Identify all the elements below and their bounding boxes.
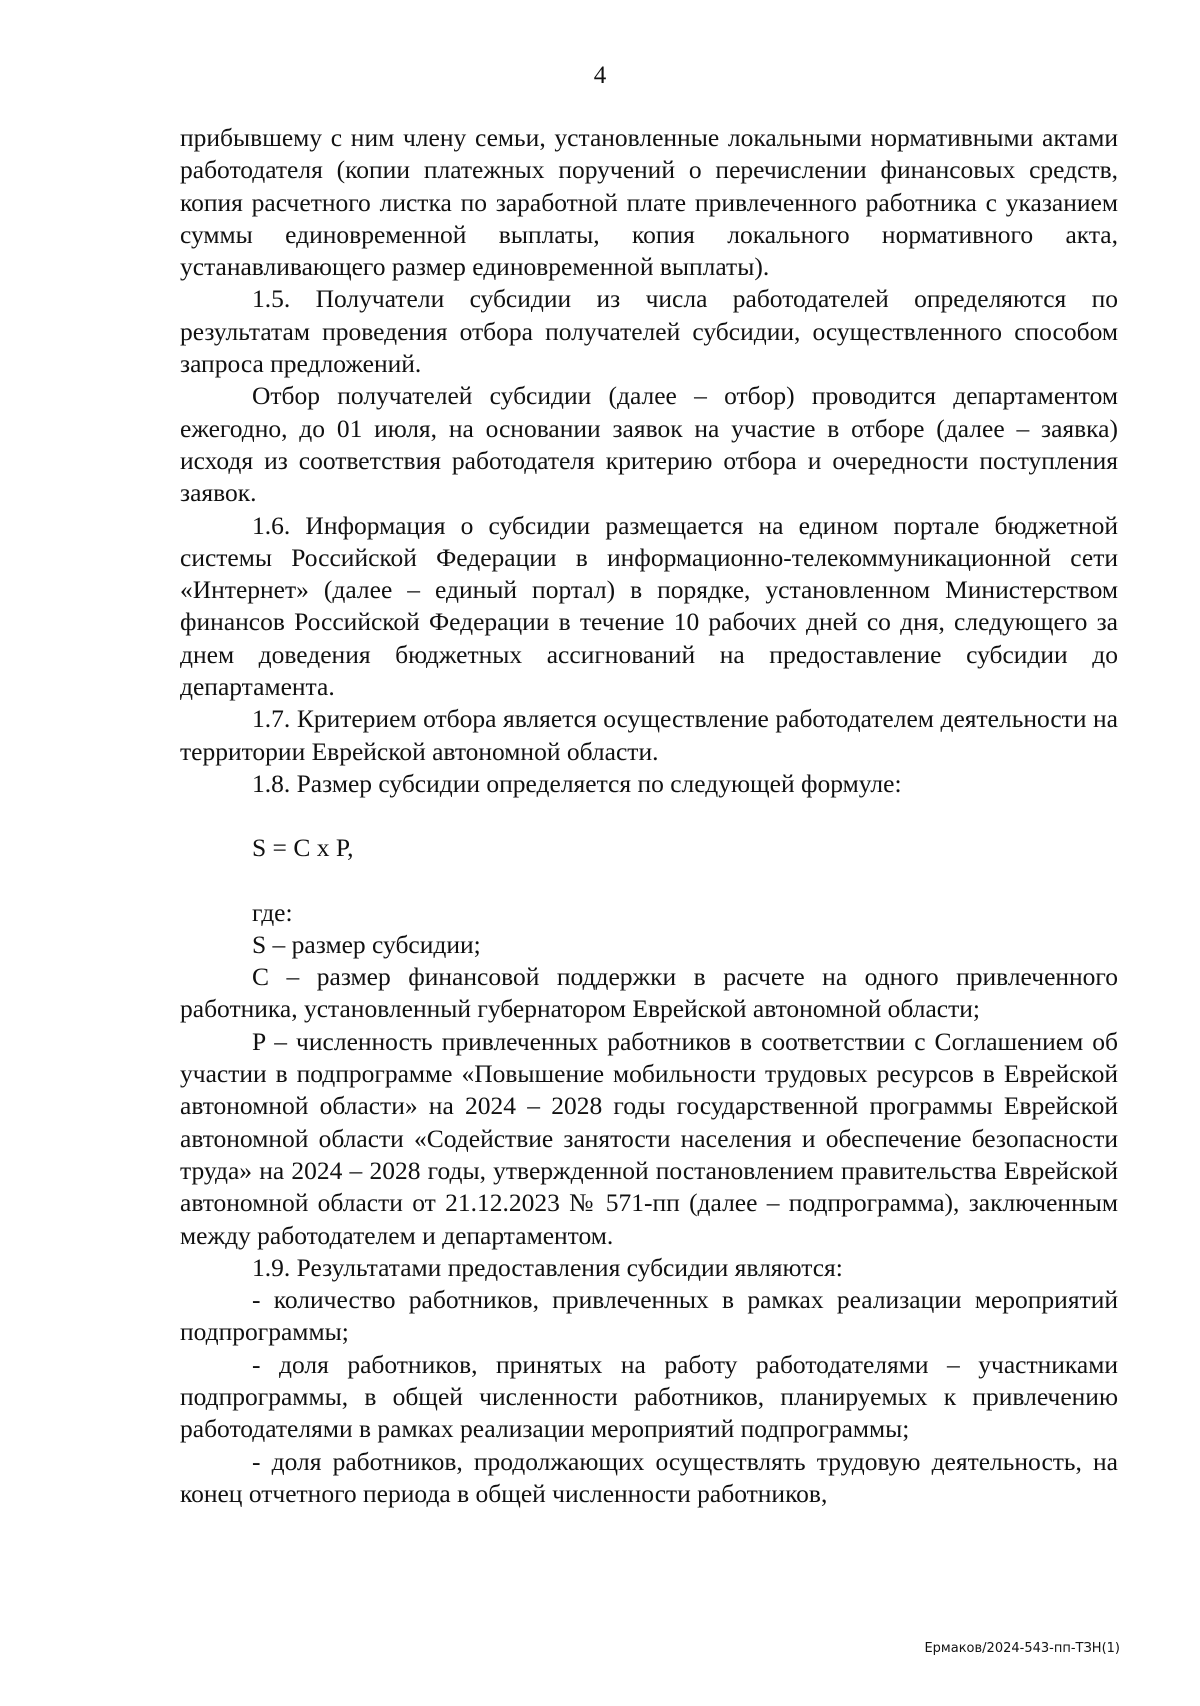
footer-document-code: Ермаков/2024-543-пп-ТЗН(1) bbox=[924, 1641, 1120, 1656]
paragraph-1-8: 1.8. Размер субсидии определяется по следующей формуле: bbox=[252, 768, 902, 798]
list-item-workers-count: - количество работников, привлеченных в рамках реализации мероприятий подпрограммы; bbox=[180, 1285, 1118, 1347]
list-item-continuing-share: - доля работников, продолжающих осуществлять трудовую деятельность, на конец отчетного периода в общей численности работников, bbox=[180, 1446, 1118, 1508]
list-item-hired-share: - доля работников, принятых на работу работодателями – участниками подпрограммы, в общей численности работников, планируемых к привлечению работодателями в рамках реализации мероприятий подпрограммы; bbox=[180, 1349, 1118, 1444]
paragraph-1-6: 1.6. Информация о субсидии размещается на едином портале бюджетной системы Российской Федерации в информационно-телекоммуникационной сети «Интернет» (далее – единый портал) в порядке, установленном Министерством финансов Российской Федерации в течение 10 рабочих дней со дня, следующего за днем доведения бюджетных ассигнований на предоставление субсидии до департамента. bbox=[180, 510, 1118, 702]
page-number: 4 bbox=[593, 62, 607, 89]
document-body bbox=[180, 122, 1118, 1510]
paragraph-selection: Отбор получателей субсидии (далее – отбор) проводится департаментом ежегодно, до 01 июля, на основании заявок на участие в отборе (далее – заявка) исходя из соответствия работодателя критерию отбора и очередности поступления заявок. bbox=[180, 381, 1118, 508]
paragraph-1-7: 1.7. Критерием отбора является осуществление работодателем деятельности на территории Еврейской автономной области. bbox=[180, 704, 1118, 766]
paragraph-p-definition: P – численность привлеченных работников в соответствии с Соглашением об участии в подпрограмме «Повышение мобильности трудовых ресурсов в Еврейской автономной области» на 2024 – 2028 годы государственной программы Еврейской автономной области «Содействие занятости населения и обеспечение безопасности труда» на 2024 – 2028 годы, утвержденной постановлением правительства Еврейской автономной области от 21.12.2023 № 571-пп (далее – подпрограмма), заключенным между работодателем и департаментом. bbox=[180, 1026, 1118, 1250]
paragraph-c-definition: C – размер финансовой поддержки в расчете на одного привлеченного работника, установленный губернатором Еврейской автономной области; bbox=[180, 962, 1118, 1024]
paragraph-s-definition: S – размер субсидии; bbox=[252, 929, 481, 959]
formula: S = C x P, bbox=[252, 833, 354, 863]
paragraph-continuation: прибывшему с ним члену семьи, установленные локальными нормативными актами работодателя (копии платежных поручений о перечислении финансовых средств, копия расчетного листка по заработной плате привлеченного работника с указанием суммы единовременной выплаты, копия локального нормативного акта, устанавливающего размер единовременной выплаты). bbox=[180, 123, 1118, 282]
paragraph-1-9: 1.9. Результатами предоставления субсидии являются: bbox=[252, 1252, 843, 1282]
paragraph-where: где: bbox=[252, 897, 293, 927]
paragraph-1-5: 1.5. Получатели субсидии из числа работодателей определяются по результатам проведения отбора получателей субсидии, осуществленного способом запроса предложений. bbox=[180, 284, 1118, 379]
